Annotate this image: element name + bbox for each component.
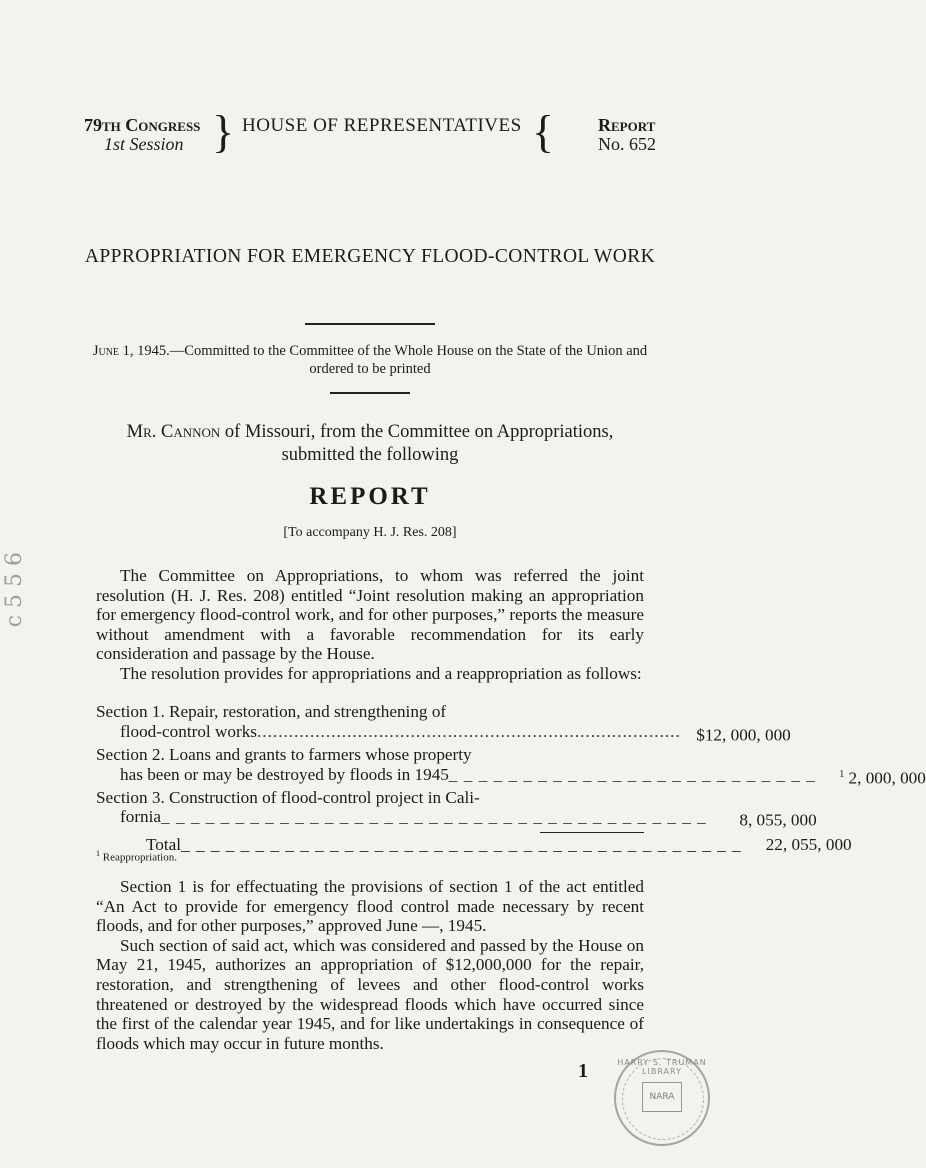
report-label: Report [598, 115, 656, 135]
congress-label: 79th Congress [84, 115, 201, 135]
item-line: Section 3. Construction of flood-control project in Cali- [96, 787, 480, 807]
footnote-mark: 1 [839, 768, 845, 780]
list-item [96, 744, 926, 788]
footnote-text: Reappropriation. [100, 851, 177, 864]
chamber-name: HOUSE OF REPRESENTATIVES [242, 115, 522, 136]
report-number: No. 652 [598, 134, 656, 154]
item-amount: $^1$ 2, 000, 000 [839, 768, 926, 788]
total-label: Total [146, 834, 182, 854]
paragraph: The Committee on Appropriations, to whom was referred the joint resolution (H. J. Res. 208) entitled “Joint resolution making an appropriation for emergency flood-control work, and for other purposes,” reports the measure without amendment with a favorable recommendation for its early consideration and passage by the House. [96, 566, 644, 664]
item-line: fornia [120, 807, 162, 827]
stamp-center-text: NARA [642, 1082, 682, 1112]
item-line: has been or may be destroyed by floods in 1945 [120, 764, 449, 784]
stamp-ring-text: HARRY S. TRUMAN LIBRARY [617, 1058, 707, 1076]
committed-date: June 1, 1945. [92, 343, 170, 359]
item-line: Section 1. Repair, restoration, and strengthening of [96, 702, 447, 721]
document-title: APPROPRIATION FOR EMERGENCY FLOOD-CONTROL WORK [84, 246, 656, 267]
report-number-block [598, 116, 656, 154]
footnote-mark: 1 [96, 849, 100, 858]
item-amount: 8, 055, 000 [739, 811, 817, 831]
paragraph: The resolution provides for appropriations and a reappropriation as follows: [120, 663, 642, 683]
item-line: Section 2. Loans and grants to farmers whose property [96, 744, 472, 764]
archive-stamp-icon [614, 1050, 710, 1146]
report-header [84, 106, 656, 158]
footnote [96, 849, 177, 864]
total-row [96, 834, 852, 855]
submitted-text: of Missouri, from the Committee on Appropriations, submitted the following [220, 422, 614, 465]
session-label: 1st Session [104, 134, 184, 154]
paragraph: Section 1 is for effectuating the provisions of section 1 of the act entitled “An Act to provide for emergency flood control made necessary by recent floods, and for other purposes,” approved June —, 1945. [96, 877, 644, 936]
intro-text [96, 566, 644, 684]
total-amount: 22, 055, 000 [765, 834, 852, 854]
report-heading: REPORT [309, 483, 431, 510]
submitted-by [90, 421, 650, 467]
page-number: 1 [578, 1060, 588, 1082]
item-amount: $12, 000, 000 [696, 725, 791, 745]
list-item [96, 787, 817, 831]
dot-leader: _ _ _ _ _ _ _ _ _ _ _ _ _ _ _ _ _ _ _ _ _ _ _ _ _ [448, 764, 816, 784]
dot-leader: _ _ _ _ _ _ _ _ _ _ _ _ _ _ _ _ _ _ _ _ _ _ _ _ _ _ _ _ _ _ _ _ _ _ _ _ _ _ [181, 834, 742, 854]
paragraph: Such section of said act, which was considered and passed by the House on May 21, 1945, authorizes an appropriation of $12,000,000 for the repair, restoration, and strengthening of levees and other flood-control works threatened or destroyed by the widespread floods which have occurred since the first of the calendar year 1945, and for like undertakings in consequence of floods which may occur in future months. [96, 935, 644, 1053]
appropriation-list [96, 702, 926, 854]
congress-session [84, 116, 200, 154]
sum-rule [540, 832, 644, 833]
accompany-note: [To accompany H. J. Res. 208] [283, 525, 457, 540]
committed-note [90, 342, 650, 378]
margin-handwriting: c 5 5 6 [2, 552, 27, 628]
brace-open-icon: { [532, 106, 555, 157]
list-item [96, 702, 791, 745]
dot-leader: ................................................................................ [257, 721, 681, 741]
brace-close-icon: } [212, 106, 235, 157]
dot-leader: _ _ _ _ _ _ _ _ _ _ _ _ _ _ _ _ _ _ _ _ _ _ _ _ _ _ _ _ _ _ _ _ _ _ _ _ _ [161, 807, 707, 827]
item-line: flood-control works [120, 721, 257, 741]
divider [305, 323, 435, 325]
member-name: Mr. Cannon [126, 422, 221, 442]
committed-text: —Committed to the Committee of the Whole House on the State of the Union and ordered to be printed [169, 343, 648, 377]
divider [330, 392, 410, 394]
section-text [96, 877, 644, 1053]
